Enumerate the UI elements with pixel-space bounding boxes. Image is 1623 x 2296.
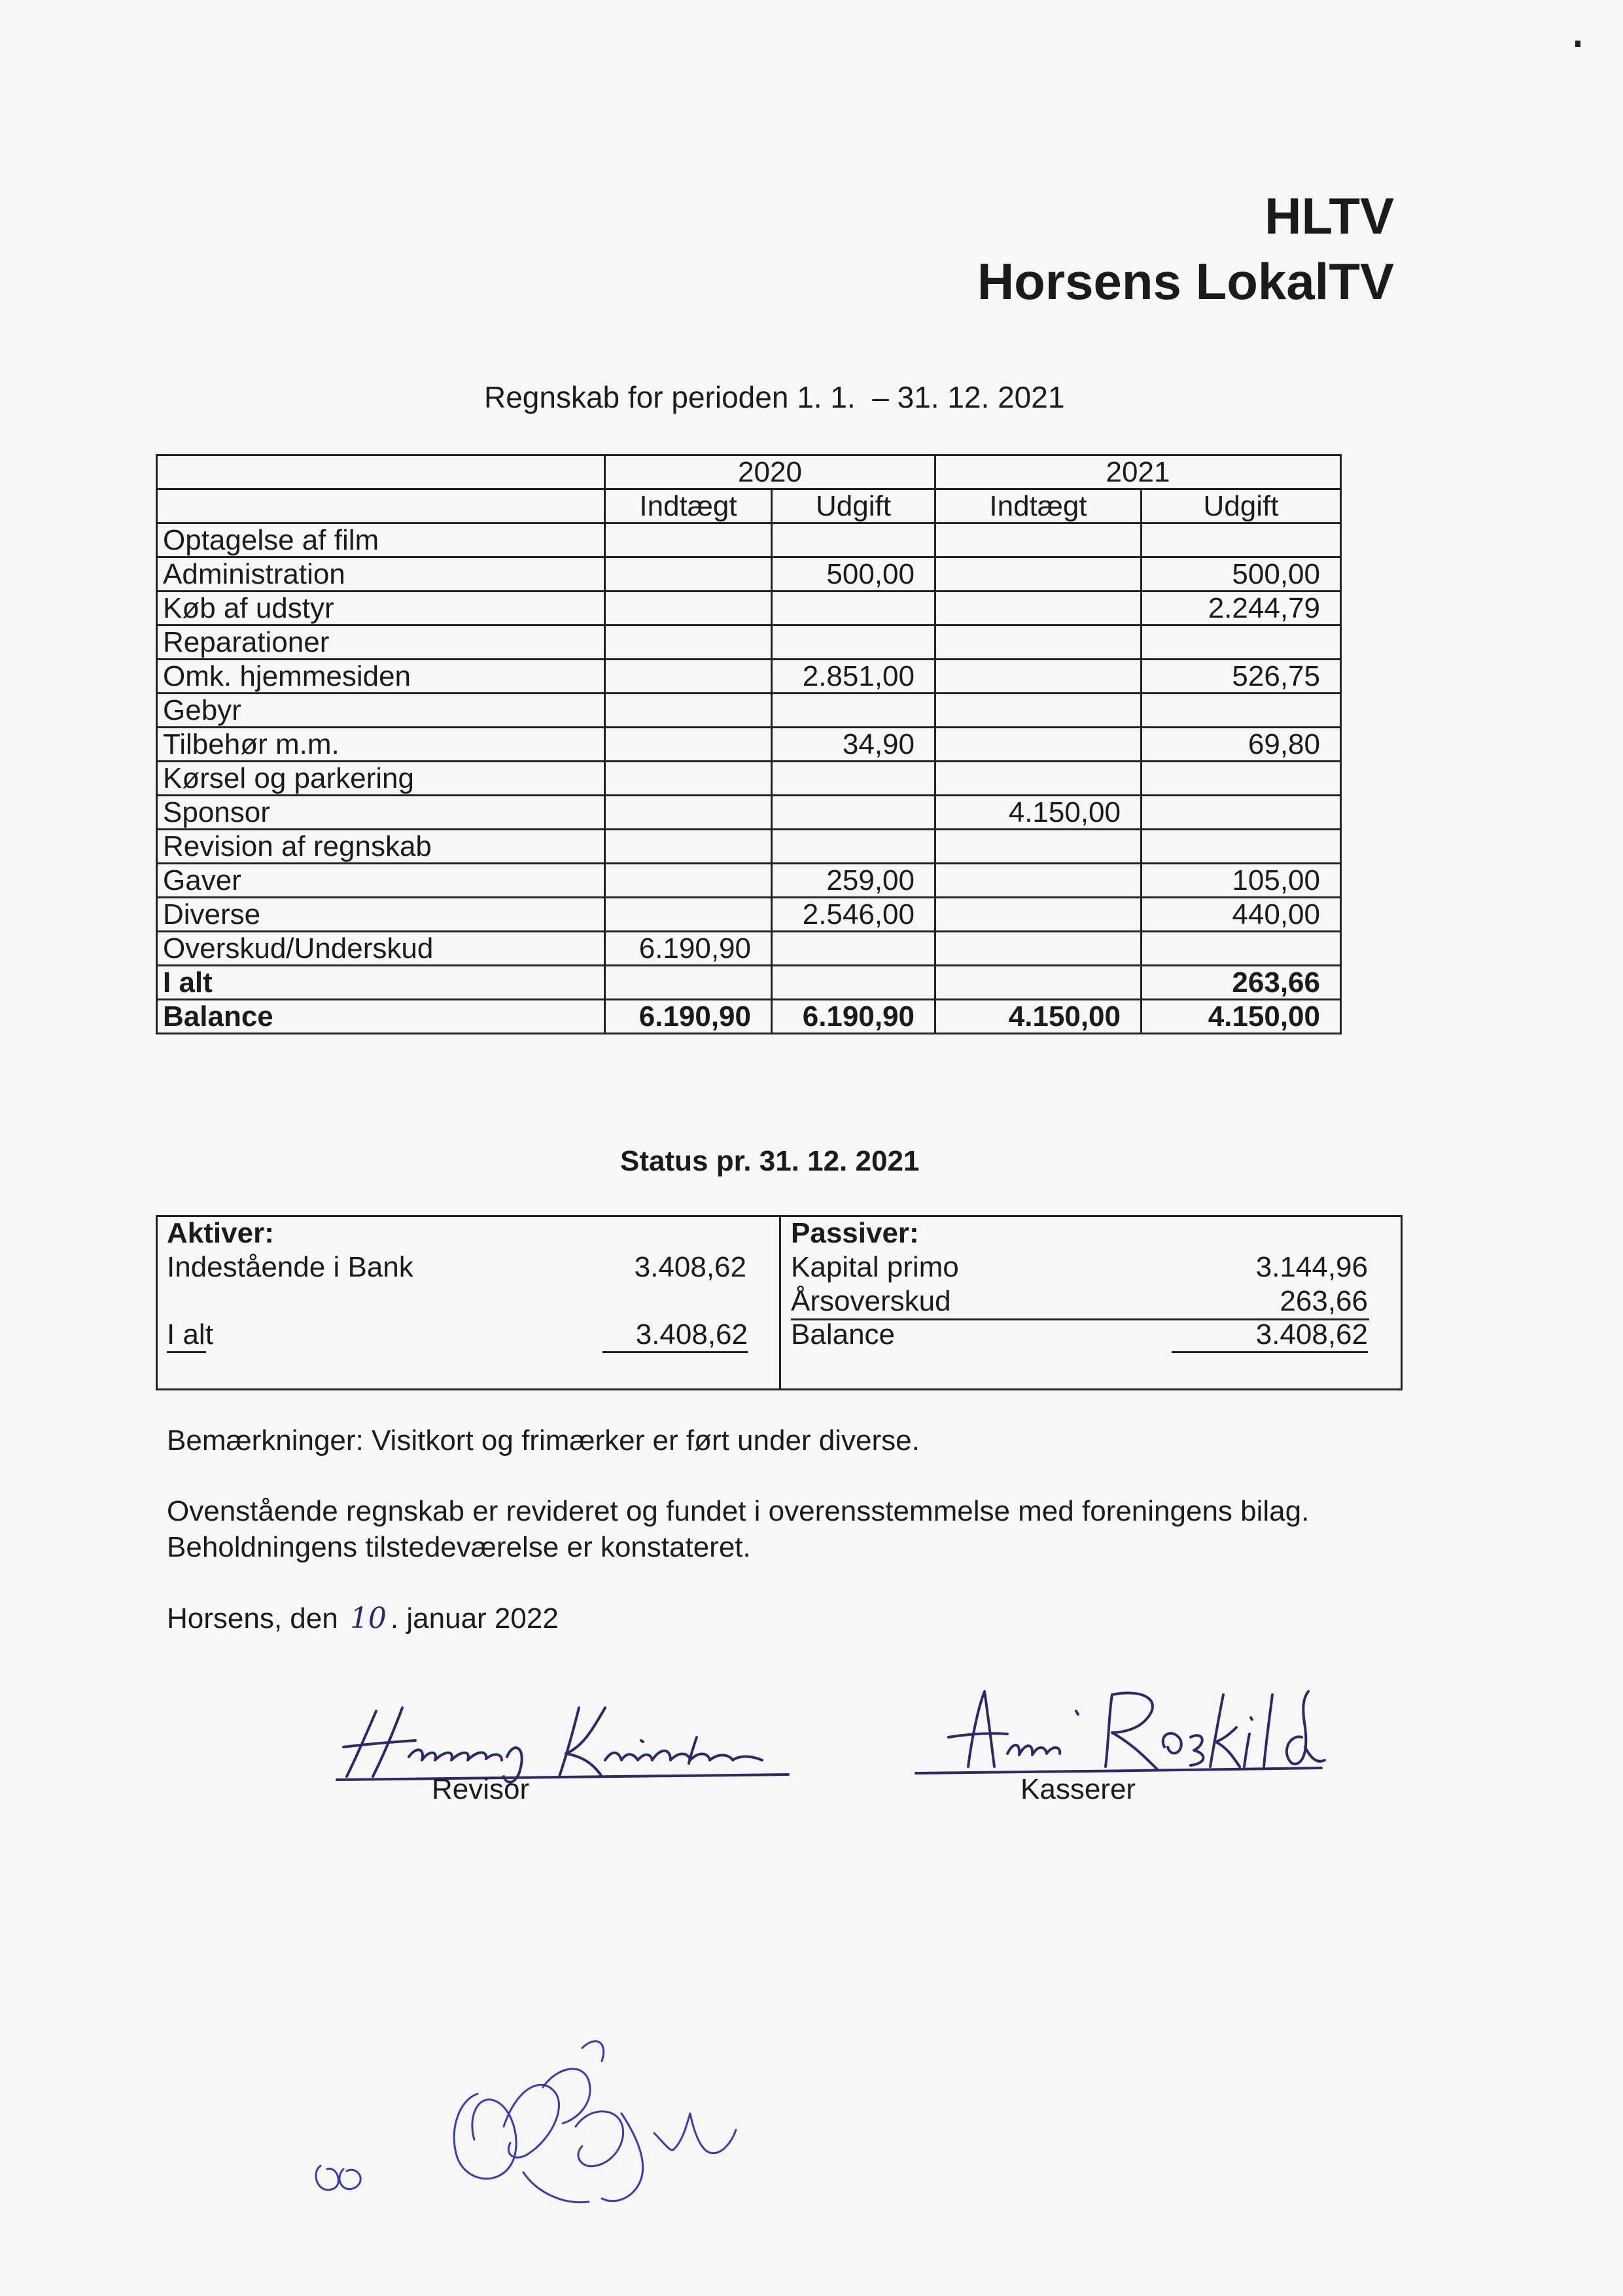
cell — [772, 592, 935, 626]
cell: 500,00 — [772, 557, 935, 592]
cell — [605, 762, 772, 796]
status-box — [156, 1215, 1403, 1390]
cell — [605, 864, 772, 898]
cell: 4.150,00 — [935, 796, 1142, 830]
cell — [935, 762, 1142, 796]
cell — [605, 796, 772, 830]
year-header: 2020 — [605, 455, 935, 489]
cell — [935, 898, 1142, 932]
cell — [605, 523, 772, 557]
column-header: Indtægt — [605, 489, 772, 523]
cell: 263,66 — [1142, 966, 1341, 1000]
row-label: I alt — [157, 966, 605, 1000]
revisor-label: Revisor — [432, 1773, 530, 1805]
cell — [772, 523, 935, 557]
table-row — [157, 523, 1341, 557]
table-row — [157, 660, 1341, 694]
balance-value: 3.408,62 — [1172, 1318, 1368, 1353]
scan-speck — [1575, 41, 1580, 47]
table-row — [157, 557, 1341, 592]
assets-heading: Aktiver: — [167, 1217, 274, 1249]
year-header: 2021 — [935, 455, 1341, 489]
liabilities-heading: Passiver: — [791, 1217, 919, 1249]
cell: 2.851,00 — [772, 660, 935, 694]
table-row — [157, 796, 1341, 830]
bank-label: Indestående i Bank — [167, 1251, 413, 1283]
cell — [772, 796, 935, 830]
bank-value: 3.408,62 — [634, 1251, 746, 1283]
table-row — [157, 864, 1341, 898]
audit-statement-line2: Beholdningens tilstedeværelse er konstateret. — [167, 1531, 751, 1563]
cell — [935, 592, 1142, 626]
row-label: Diverse — [157, 898, 605, 932]
cell: 500,00 — [1142, 557, 1341, 592]
corner-cell — [157, 489, 605, 523]
period-title: Regnskab for perioden 1. 1. – 31. 12. 2021 — [484, 380, 1065, 414]
row-label: Overskud/Underskud — [157, 932, 605, 966]
cell: 526,75 — [1142, 660, 1341, 694]
cell: 34,90 — [772, 728, 935, 762]
table-row — [157, 694, 1341, 728]
row-label: Optagelse af film — [157, 523, 605, 557]
row-label: Gaver — [157, 864, 605, 898]
cell — [1142, 830, 1341, 864]
status-title: Status pr. 31. 12. 2021 — [620, 1145, 920, 1177]
cell: 2.546,00 — [772, 898, 935, 932]
cell — [605, 557, 772, 592]
table-row — [157, 898, 1341, 932]
column-header: Udgift — [1142, 489, 1341, 523]
cell: 4.150,00 — [1142, 1000, 1341, 1034]
cell: 6.190,90 — [605, 932, 772, 966]
assets-total-value: 3.408,62 — [602, 1318, 748, 1353]
accounts-table — [156, 454, 1342, 1034]
date-line — [167, 1602, 559, 1635]
cell — [935, 830, 1142, 864]
audit-statement-line1: Ovenstående regnskab er revideret og fundet i overensstemmelse med foreningens bilag. — [167, 1495, 1310, 1527]
row-label: Revision af regnskab — [157, 830, 605, 864]
cell — [935, 728, 1142, 762]
date-suffix: . januar 2022 — [390, 1602, 559, 1634]
table-row — [157, 728, 1341, 762]
cell — [935, 523, 1142, 557]
cell — [605, 728, 772, 762]
org-name: Horsens LokalTV — [977, 253, 1394, 310]
cell: 259,00 — [772, 864, 935, 898]
handwritten-day: 10 — [349, 1602, 387, 1635]
cell — [772, 966, 935, 1000]
cell — [935, 966, 1142, 1000]
cell — [605, 966, 772, 1000]
cell: 6.190,90 — [605, 1000, 772, 1034]
cell: 6.190,90 — [772, 1000, 935, 1034]
cell — [1142, 762, 1341, 796]
corner-cell — [157, 455, 605, 489]
table-row — [157, 932, 1341, 966]
cell — [772, 830, 935, 864]
cell: 105,00 — [1142, 864, 1341, 898]
cell — [1142, 694, 1341, 728]
cell — [935, 660, 1142, 694]
cell — [935, 557, 1142, 592]
remarks: Bemærkninger: Visitkort og frimærker er ført under diverse. — [167, 1424, 920, 1457]
status-divider — [779, 1217, 781, 1388]
cell — [605, 898, 772, 932]
cell: 4.150,00 — [935, 1000, 1142, 1034]
row-label: Administration — [157, 557, 605, 592]
row-label: Omk. hjemmesiden — [157, 660, 605, 694]
surplus-label: Årsoverskud — [791, 1285, 951, 1317]
table-row — [157, 762, 1341, 796]
column-header: Udgift — [772, 489, 935, 523]
table-row — [157, 830, 1341, 864]
assets-total-label: I alt — [167, 1318, 206, 1353]
total-row — [157, 966, 1341, 1000]
balance-row — [157, 1000, 1341, 1034]
cell — [772, 626, 935, 660]
row-label: Tilbehør m.m. — [157, 728, 605, 762]
row-label: Sponsor — [157, 796, 605, 830]
cell — [605, 626, 772, 660]
balance-label: Balance — [791, 1318, 896, 1351]
cell — [935, 626, 1142, 660]
row-label: Kørsel og parkering — [157, 762, 605, 796]
cell — [935, 864, 1142, 898]
cell: 440,00 — [1142, 898, 1341, 932]
cell: 2.244,79 — [1142, 592, 1341, 626]
cell — [935, 694, 1142, 728]
table-row — [157, 592, 1341, 626]
cell — [605, 694, 772, 728]
cell — [935, 932, 1142, 966]
org-abbrev: HLTV — [1265, 187, 1394, 245]
row-label: Reparationer — [157, 626, 605, 660]
capital-label: Kapital primo — [791, 1251, 959, 1283]
cell — [605, 830, 772, 864]
column-header: Indtægt — [935, 489, 1142, 523]
cell — [772, 694, 935, 728]
cell — [772, 932, 935, 966]
surplus-value: 263,66 — [1280, 1285, 1368, 1317]
row-label: Balance — [157, 1000, 605, 1034]
row-label: Køb af udstyr — [157, 592, 605, 626]
cell — [1142, 523, 1341, 557]
cell — [772, 762, 935, 796]
table-row — [157, 626, 1341, 660]
row-label: Gebyr — [157, 694, 605, 728]
cell — [605, 592, 772, 626]
date-prefix: Horsens, den — [167, 1602, 338, 1634]
cell — [1142, 796, 1341, 830]
cell: 69,80 — [1142, 728, 1341, 762]
capital-value: 3.144,96 — [1255, 1251, 1368, 1283]
cell — [1142, 932, 1341, 966]
revisor-signature — [330, 1695, 801, 1793]
kasserer-signature — [909, 1682, 1328, 1786]
cell — [605, 660, 772, 694]
kasserer-label: Kasserer — [1021, 1773, 1136, 1805]
cell — [1142, 626, 1341, 660]
blue-scribble — [307, 2009, 805, 2218]
